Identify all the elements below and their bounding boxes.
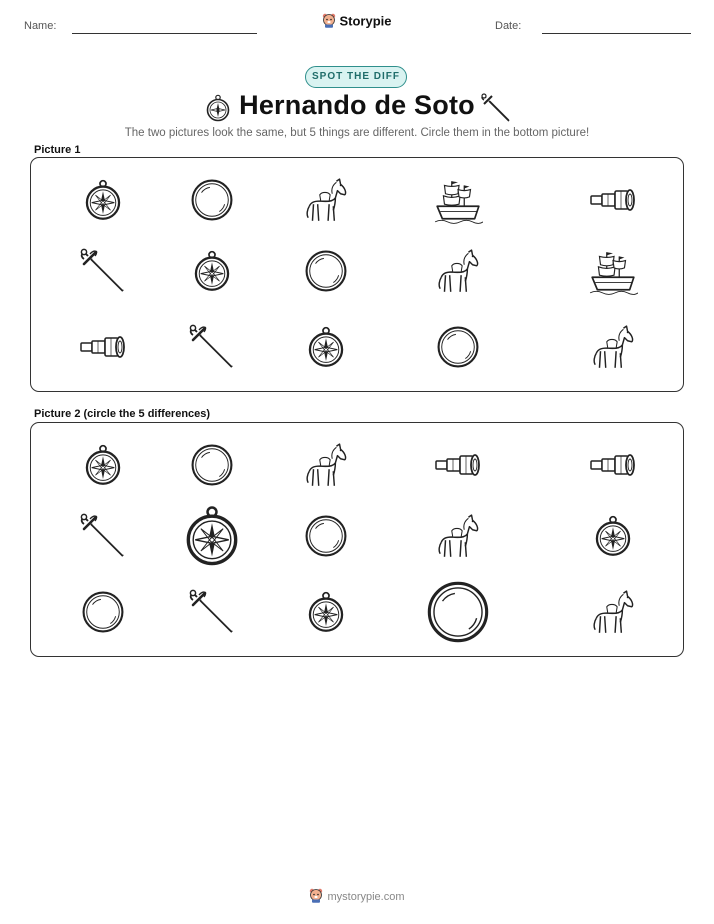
horse-icon: [301, 175, 351, 225]
compass-icon: [84, 179, 122, 222]
brand-logo: [0, 13, 714, 31]
coin-icon[interactable]: [305, 515, 347, 557]
compass-icon[interactable]: [84, 444, 122, 487]
ship-icon: [433, 175, 483, 225]
picture-2-label: Picture 2 (circle the 5 differences): [34, 408, 211, 420]
coin-icon: [191, 179, 233, 221]
bear-logo-icon: [322, 13, 336, 31]
instructions: The two pictures look the same, but 5 things are different. Circle them in the bottom picture!: [124, 127, 590, 139]
horse-icon[interactable]: [588, 587, 638, 637]
picture-1-panel: [30, 157, 684, 392]
compass-icon[interactable]: [184, 505, 240, 568]
footer: [0, 888, 714, 906]
brand-name: Storypie: [339, 13, 392, 29]
spot-the-diff-badge: SPOT THE DIFF: [305, 66, 407, 88]
compass-icon: [193, 250, 231, 293]
compass-icon[interactable]: [307, 591, 345, 634]
sword-icon: [79, 247, 127, 295]
spyglass-icon: [588, 185, 638, 215]
coin-icon: [305, 250, 347, 292]
page-title: Hernando de Soto: [239, 90, 475, 120]
name-line[interactable]: [72, 33, 257, 34]
spyglass-icon[interactable]: [588, 450, 638, 480]
spyglass-icon: [78, 332, 128, 362]
horse-icon: [433, 246, 483, 296]
footer-url: mystorypie.com: [327, 890, 405, 903]
date-label: Date:: [495, 20, 522, 32]
coin-icon: [437, 326, 479, 368]
horse-icon[interactable]: [301, 440, 351, 490]
date-line[interactable]: [542, 33, 691, 34]
compass-icon: [307, 326, 345, 369]
spyglass-icon[interactable]: [433, 450, 483, 480]
compass-icon[interactable]: [594, 515, 632, 558]
bear-logo-icon: [309, 888, 323, 906]
coin-icon[interactable]: [191, 444, 233, 486]
coin-icon[interactable]: [427, 581, 489, 643]
name-label: Name:: [24, 20, 57, 32]
ship-icon: [588, 246, 638, 296]
picture-2-panel[interactable]: [30, 422, 684, 657]
picture-1-label: Picture 1: [34, 144, 81, 156]
coin-icon[interactable]: [82, 591, 124, 633]
horse-icon[interactable]: [433, 511, 483, 561]
sword-icon: [480, 92, 512, 129]
sword-icon[interactable]: [79, 512, 127, 560]
sword-icon[interactable]: [188, 588, 236, 636]
sword-icon: [188, 323, 236, 371]
horse-icon: [588, 322, 638, 372]
